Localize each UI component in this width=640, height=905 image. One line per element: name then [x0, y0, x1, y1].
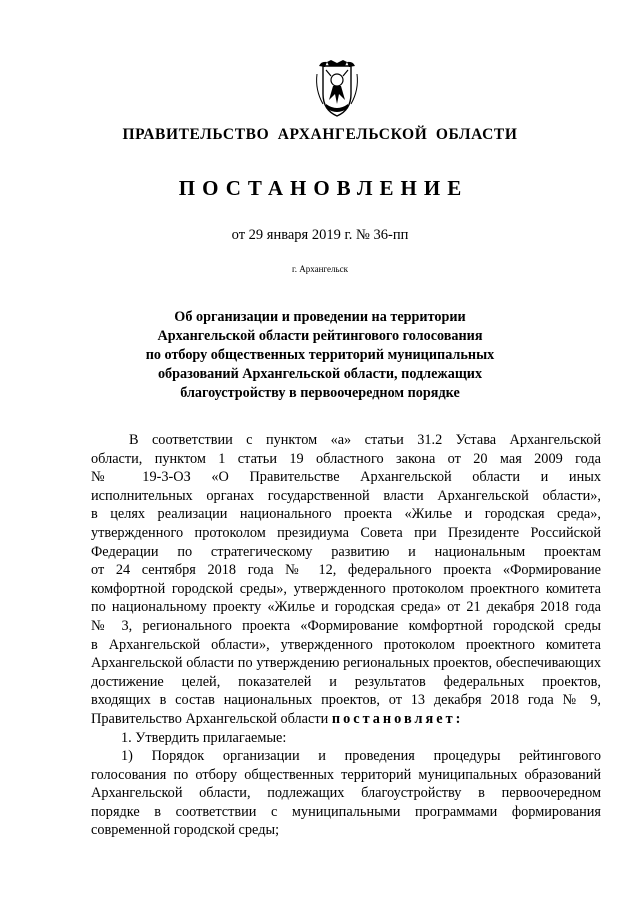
subitem-line: порядке в соответствии с муниципальными программами формирования — [91, 803, 601, 820]
body-line: В соответствии с пунктом «а» статьи 31.2 Устава Архангельской — [129, 432, 601, 448]
subitem-line: голосования по отбору общественных территорий муниципальных образований — [91, 766, 601, 783]
body-line: Федерации по стратегическому развитию и национальным проектам — [91, 543, 601, 560]
document-title — [120, 308, 520, 403]
title-line: образований Архангельской области, подлежащих — [157, 366, 483, 382]
body-line: утвержденного протоколом президиума Совета при Президенте Российской — [91, 524, 601, 541]
subitem-line: Архангельской области, подлежащих благоустройству в первоочередном — [91, 785, 601, 802]
body-line: области, пунктом 1 статьи 19 областного закона от 20 мая 2009 года — [91, 450, 601, 467]
document-body — [91, 431, 601, 840]
body-line: комфортной городской среды», утвержденного протоколом проектного комитета — [91, 580, 601, 597]
title-line: Архангельской области рейтингового голосования — [157, 328, 483, 344]
body-line-resolution — [91, 710, 601, 729]
subitem-line: современной городской среды; — [91, 822, 280, 839]
coat-of-arms-emblem — [313, 60, 361, 120]
title-line: по отбору общественных территорий муниципальных — [145, 347, 495, 363]
city-name: г. Архангельск — [292, 264, 348, 274]
title-line: Об организации и проведении на территории — [174, 309, 466, 325]
title-line: благоустройству в первоочередном порядке — [180, 385, 460, 401]
resolves-word: постановляет: — [331, 710, 464, 727]
body-line: достижение целей, показателей и результатов федеральных проектов, — [91, 673, 601, 690]
body-line: в целях реализации национального проекта «Жилье и городская среда», — [91, 506, 601, 523]
date-and-number: от 29 января 2019 г. № 36-пп — [231, 227, 409, 243]
subitem-line: 1) Порядок организации и проведения процедуры рейтингового — [121, 748, 601, 765]
body-line: в Архангельской области», утвержденного протоколом проектного комитета — [91, 636, 601, 653]
body-line: Архангельской области по утверждению региональных проектов, обеспечивающих — [91, 655, 601, 672]
body-line: № 3, регионального проекта «Формирование комфортной городской среды — [91, 617, 601, 634]
body-line: от 24 сентября 2018 года № 12, федерального проекта «Формирование — [91, 562, 601, 579]
government-name: ПРАВИТЕЛЬСТВО АРХАНГЕЛЬСКОЙ ОБЛАСТИ — [122, 126, 518, 143]
resolution-subject: Правительство Архангельской области — [91, 710, 332, 727]
item-1: 1. Утвердить прилагаемые: — [121, 729, 287, 746]
document-type-heading: ПОСТАНОВЛЕНИЕ — [178, 176, 469, 200]
body-line: исполнительных органах государственной власти Архангельской области», — [91, 487, 601, 504]
body-line: по национальному проекту «Жилье и городская среда» от 21 декабря 2018 года — [91, 599, 601, 616]
body-line: № 19-3-ОЗ «О Правительстве Архангельской области и иных — [91, 469, 601, 486]
body-line: входящих в состав национальных проектов, от 13 декабря 2018 года № 9, — [91, 692, 601, 709]
